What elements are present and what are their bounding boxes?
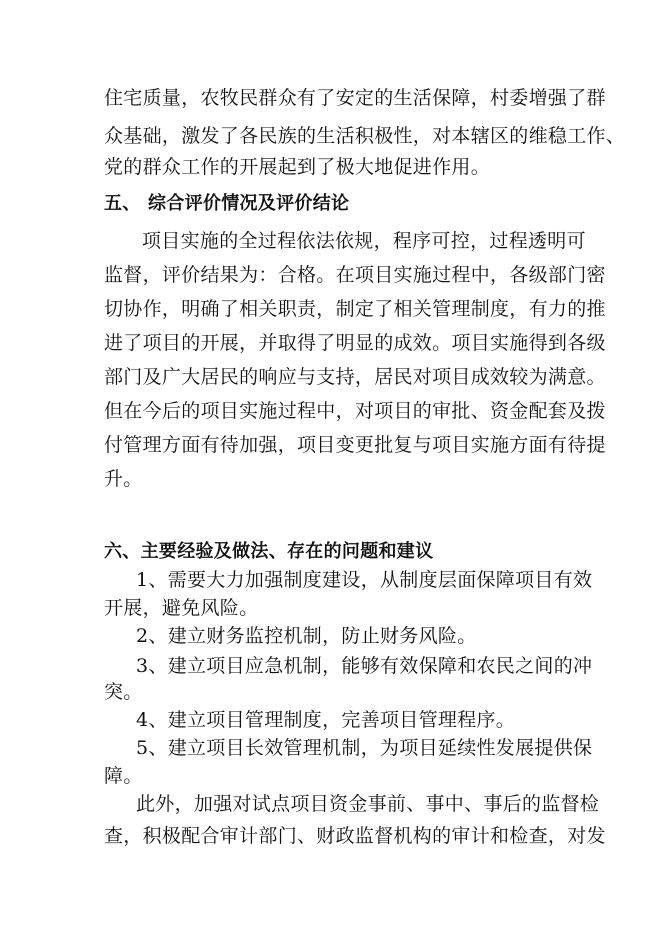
body-line: 部门及广大居民的响应与支持，居民对项目成效较为满意。 bbox=[104, 366, 606, 388]
section-title: 综合评价情况及评价结论 bbox=[148, 193, 350, 214]
body-line: 5、建立项目长效管理机制，为项目延续性发展提供保 bbox=[136, 737, 593, 759]
body-line: 4、建立项目管理制度，完善项目管理程序。 bbox=[136, 709, 516, 731]
body-line: 2、建立财务监控机制，防止财务风险。 bbox=[136, 625, 477, 647]
body-line: 进了项目的开展，并取得了明显的成效。项目实施得到各级 bbox=[104, 332, 606, 354]
body-line: 障。 bbox=[104, 765, 143, 787]
body-line: 付管理方面有待加强，项目变更批复与项目实施方面有待提 bbox=[104, 434, 606, 456]
section-heading bbox=[104, 192, 544, 216]
body-line: 但在今后的项目实施过程中，对项目的审批、资金配套及拨 bbox=[104, 400, 606, 422]
body-line: 此外，加强对试点项目资金事前、事中、事后的监督检 bbox=[136, 793, 600, 815]
body-line: 突。 bbox=[104, 681, 143, 703]
body-line: 住宅质量，农牧民群众有了安定的生活保障，村委增强了群 bbox=[104, 87, 606, 109]
body-line: 党的群众工作的开展起到了极大地促进作用。 bbox=[104, 156, 491, 178]
body-line: 升。 bbox=[104, 468, 143, 490]
body-line: 1、需要大力加强制度建设，从制度层面保障项目有效 bbox=[136, 569, 593, 591]
body-line: 众基础，激发了各民族的生活积极性，对本辖区的维稳工作、 bbox=[104, 125, 626, 147]
body-line: 3、建立项目应急机制，能够有效保障和农民之间的冲 bbox=[136, 655, 593, 677]
body-line: 切协作，明确了相关职责，制定了相关管理制度，有力的推 bbox=[104, 298, 606, 320]
section-number: 五、 bbox=[104, 193, 141, 214]
body-line: 查，积极配合审计部门、财政监督机构的审计和检查，对发 bbox=[104, 825, 606, 847]
body-line: 项目实施的全过程依法依规，程序可控，过程透明可 bbox=[142, 230, 586, 252]
body-line: 监督，评价结果为：合格。在项目实施过程中，各级部门密 bbox=[104, 264, 606, 286]
section-heading: 六、主要经验及做法、存在的问题和建议 bbox=[104, 541, 434, 562]
body-line: 开展，避免风险。 bbox=[104, 597, 259, 619]
